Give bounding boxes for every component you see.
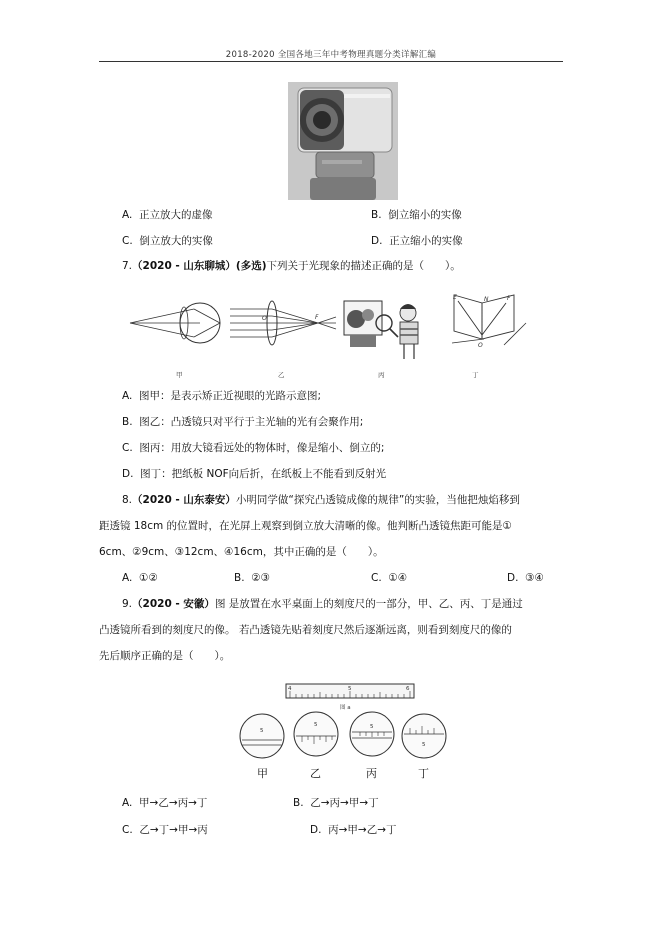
question-number: 7. <box>122 260 133 272</box>
figure-caption: 图 a <box>340 705 351 711</box>
option-text: ③④ <box>525 572 544 584</box>
question-9-stem-line-2: 凸透镜所看到的刻度尺的像。 若凸透镜先贴着刻度尺然后逐渐远离，则看到刻度尺的像的 <box>99 624 512 636</box>
option-text: 甲→乙→丙→丁 <box>139 797 208 809</box>
question-7-option-d <box>122 467 386 481</box>
figure-label-yi: 乙 <box>310 767 321 780</box>
question-source: （2020 - 山东聊城）(多选) <box>132 260 267 272</box>
option-text: ①④ <box>388 572 408 584</box>
option-letter: B. <box>234 572 245 584</box>
option-letter: B. <box>122 416 133 428</box>
question-number: 9. <box>122 598 133 610</box>
option-text: 乙→丁→甲→丙 <box>139 824 208 836</box>
option-text: ①② <box>139 572 158 584</box>
figure-reflection-board <box>452 294 526 349</box>
figure-label-jia: 甲 <box>257 767 268 780</box>
label-f-board: F <box>507 295 511 302</box>
question-6-option-d <box>371 234 463 248</box>
question-6-photo <box>288 82 398 200</box>
question-source: （2020 - 山东泰安） <box>132 494 236 506</box>
option-text: 丙→甲→乙→丁 <box>328 824 397 836</box>
option-letter: A. <box>122 390 133 402</box>
question-text: 图 是放置在水平桌面上的刻度尺的一部分，甲、乙、丙、丁是通过 <box>214 598 523 610</box>
option-text: 图丙：用放大镜看远处的物体时，像是缩小、倒立的; <box>139 442 385 454</box>
option-text: 倒立缩小的实像 <box>388 209 462 221</box>
option-text: 正立缩小的实像 <box>389 235 463 247</box>
question-7-stem <box>122 259 461 273</box>
question-7-figures <box>122 285 542 380</box>
label-o-board: O <box>478 342 483 349</box>
lens-view-jia <box>240 714 284 758</box>
figure-label-bing: 丙 <box>366 767 377 780</box>
question-9-stem-line-1 <box>122 597 523 611</box>
option-letter: A. <box>122 572 133 584</box>
question-8-option-c <box>371 571 407 585</box>
lens-view-bing <box>350 712 394 756</box>
figure-convex-lens-diagram <box>230 301 336 345</box>
question-7-option-c <box>122 441 384 455</box>
figure-label-yi: 乙 <box>278 371 285 379</box>
figure-magnifier-person <box>344 301 418 359</box>
option-letter: D. <box>371 235 383 247</box>
question-6-option-c <box>122 234 213 248</box>
lens-view-ding <box>402 714 446 758</box>
option-letter: C. <box>122 442 133 454</box>
option-text: 乙→丙→甲→丁 <box>310 797 379 809</box>
question-7-option-b <box>122 415 363 429</box>
option-letter: D. <box>507 572 519 584</box>
label-o: O <box>262 315 267 322</box>
question-9-option-d <box>310 823 397 837</box>
option-letter: D. <box>122 468 134 480</box>
question-9-option-b <box>293 796 379 810</box>
option-letter: D. <box>310 824 322 836</box>
question-8-option-b <box>234 571 270 585</box>
option-letter: C. <box>122 824 133 836</box>
label-n: N <box>484 296 489 303</box>
option-letter: A. <box>122 797 133 809</box>
question-text: 小明同学做“探究凸透镜成像的规律”的实验，当他把烛焰移到 <box>235 494 520 506</box>
figure-label-bing: 丙 <box>378 371 385 379</box>
option-letter: C. <box>122 235 133 247</box>
circle-number: 5 <box>422 742 426 748</box>
question-7-option-a <box>122 389 321 403</box>
circle-number: 5 <box>260 728 264 734</box>
header-rule <box>99 61 563 62</box>
ruler-figure-a <box>286 684 414 711</box>
option-letter: A. <box>122 209 133 221</box>
label-f: F <box>315 314 319 321</box>
question-8-option-d <box>507 571 544 585</box>
question-source: （2020 - 安徽） <box>132 598 215 610</box>
option-text: ②③ <box>251 572 271 584</box>
option-text: 倒立放大的实像 <box>139 235 213 247</box>
circle-number: 5 <box>370 724 374 730</box>
question-8-stem-line-2: 距透镜 18cm 的位置时，在光屏上观察到倒立放大清晰的像。他判断凸透镜焦距可能是① <box>99 520 512 532</box>
figure-label-ding: 丁 <box>472 371 479 379</box>
question-9-option-c <box>122 823 208 837</box>
question-6-option-a <box>122 208 213 222</box>
question-9-option-a <box>122 796 207 810</box>
question-8-option-a <box>122 571 158 585</box>
question-8-stem-line-3: 6cm、②9cm、③12cm、④16cm，其中正确的是（ ）。 <box>99 546 384 558</box>
option-text: 正立放大的虚像 <box>139 209 213 221</box>
ruler-number-5: 5 <box>348 686 352 692</box>
figure-eye-diagram <box>130 303 220 343</box>
option-letter: B. <box>371 209 382 221</box>
question-9-stem-line-3: 先后顺序正确的是（ ）。 <box>99 650 231 662</box>
label-e: E <box>453 294 457 301</box>
figure-label-jia: 甲 <box>176 371 183 379</box>
question-number: 8. <box>122 494 133 506</box>
option-text: 图甲：是表示矫正近视眼的光路示意图; <box>139 390 322 402</box>
ruler-number-6: 6 <box>406 686 410 692</box>
circle-number: 5 <box>314 722 318 728</box>
figure-label-ding: 丁 <box>418 767 429 780</box>
option-text: 图丁：把纸板 NOF向后折，在纸板上不能看到反射光 <box>140 468 387 480</box>
page-header: 2018-2020 全国各地三年中考物理真题分类详解汇编 <box>225 50 437 60</box>
question-6-option-b <box>371 208 462 222</box>
option-letter: B. <box>293 797 304 809</box>
option-text: 图乙：凸透镜只对平行于主光轴的光有会聚作用; <box>139 416 364 428</box>
lens-view-yi <box>294 712 338 756</box>
question-text: 下列关于光现象的描述正确的是（ ）。 <box>266 260 461 272</box>
ruler-number-4: 4 <box>288 686 292 692</box>
question-8-stem-line-1 <box>122 493 520 507</box>
surveillance-camera-image <box>288 82 398 200</box>
option-letter: C. <box>371 572 382 584</box>
